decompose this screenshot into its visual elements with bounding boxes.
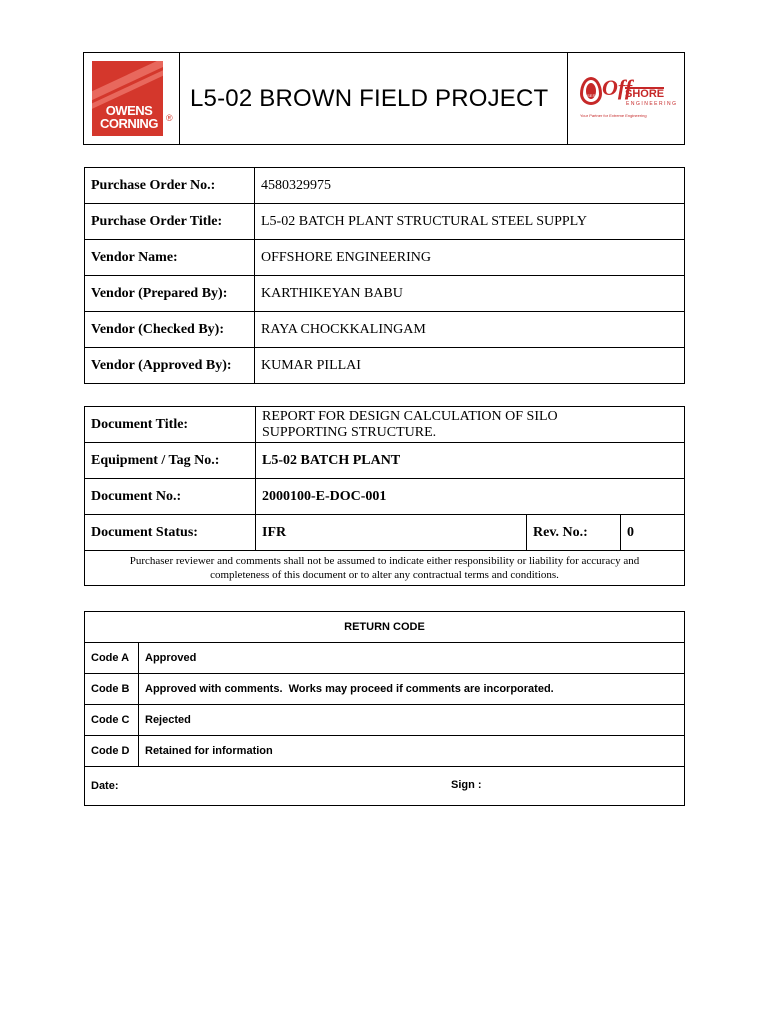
return-code-table [84,611,685,806]
offshore-logo-cell [567,53,684,144]
code-description: Rejected [139,705,685,736]
document-no-value: 2000100-E-DOC-001 [256,479,685,515]
code-description: Retained for information [139,736,685,767]
document-info-table [84,406,685,586]
code-description: Approved with comments. Works may proceed if comments are incorporated. [139,674,685,705]
field-value: L5-02 BATCH PLANT STRUCTURAL STEEL SUPPLY [255,204,685,240]
rev-no-value: 0 [621,515,685,551]
code-label: Code D [85,736,139,767]
field-value: 4580329975 [255,168,685,204]
document-title-label: Document Title: [85,407,256,443]
date-sign-row [85,767,685,806]
document-title-line1: REPORT FOR DESIGN CALCULATION OF SILO [262,408,558,424]
project-title: L5-02 BROWN FIELD PROJECT [190,84,549,112]
document-status-value: IFR [256,515,527,551]
document-status-label: Document Status: [85,515,256,551]
table-row [85,407,685,443]
table-row [85,551,685,586]
document-header [83,52,685,145]
table-row [85,674,685,705]
table-row [85,643,685,674]
table-row [85,240,685,276]
table-row [85,443,685,479]
code-label: Code B [85,674,139,705]
sign-label: Sign : [451,779,482,791]
field-label: Vendor (Checked By): [85,312,255,348]
document-title-line2: SUPPORTING STRUCTURE. [262,424,437,440]
field-value: KUMAR PILLAI [255,348,685,384]
disclaimer-line1: Purchaser reviewer and comments shall not be assumed to indicate either responsibility or liability for accuracy and [129,555,640,567]
table-row [85,736,685,767]
field-value: OFFSHORE ENGINEERING [255,240,685,276]
field-label: Vendor (Approved By): [85,348,255,384]
table-row [85,204,685,240]
table-row [85,479,685,515]
table-row [85,348,685,384]
table-row [85,767,685,806]
equipment-tag-value: L5-02 BATCH PLANT [256,443,685,479]
equipment-tag-label: Equipment / Tag No.: [85,443,256,479]
code-description: Approved [139,643,685,674]
code-label: Code C [85,705,139,736]
table-row [85,312,685,348]
field-label: Vendor (Prepared By): [85,276,255,312]
rev-no-label: Rev. No.: [527,515,621,551]
table-row [85,705,685,736]
return-code-heading: RETURN CODE [85,612,685,643]
code-label: Code A [85,643,139,674]
field-label: Vendor Name: [85,240,255,276]
table-row [85,515,685,551]
document-title-value [256,407,685,443]
owens-corning-logo-cell [84,53,180,144]
logo-text-line2: CORNING [100,116,158,131]
purchase-order-table [84,167,685,384]
offshore-engineering-logo: OSES Off SHORE ENGINEERING Your Partner for Extreme Engineering [580,75,678,118]
registered-mark: ® [166,113,173,123]
field-label: Purchase Order Title: [85,204,255,240]
logo-text-line1: OWENS [105,103,153,118]
document-no-label: Document No.: [85,479,256,515]
disclaimer-line2: completeness of this document or to alter any contractual terms and conditions. [210,569,559,581]
disclaimer-note [85,551,685,586]
table-row [85,276,685,312]
field-label: Purchase Order No.: [85,168,255,204]
field-value: KARTHIKEYAN BABU [255,276,685,312]
date-label: Date: [91,780,119,792]
field-value: RAYA CHOCKKALINGAM [255,312,685,348]
table-row [85,168,685,204]
owens-corning-logo [92,61,163,136]
table-row [85,612,685,643]
